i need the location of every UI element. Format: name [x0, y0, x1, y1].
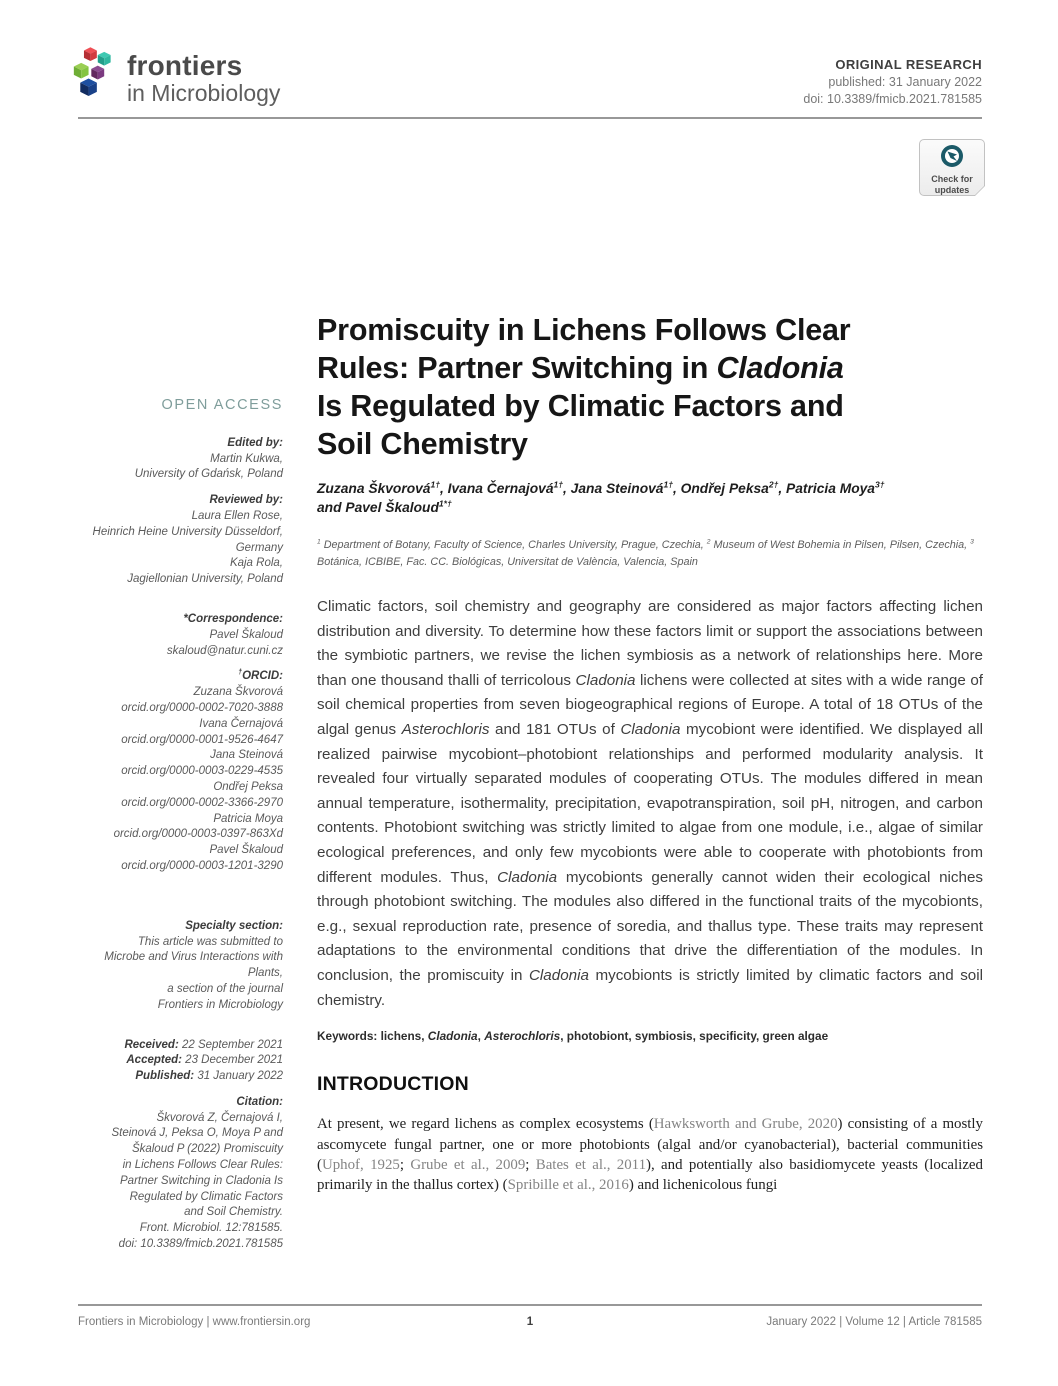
header-divider	[78, 117, 982, 119]
page-number: 1	[526, 1316, 534, 1328]
logo-journal-name: in Microbiology	[127, 80, 281, 106]
citation-section	[70, 1095, 283, 1253]
frontiers-cubes-icon	[72, 44, 118, 102]
doi-line[interactable]: doi: 10.3389/fmicb.2021.781585	[803, 92, 982, 106]
published-date-line: published: 31 January 2022	[828, 75, 982, 89]
header-meta	[803, 57, 982, 106]
footer-journal-url[interactable]: Frontiers in Microbiology | www.frontiersin.org	[78, 1316, 311, 1328]
article-type-label: ORIGINAL RESEARCH	[835, 57, 982, 72]
footer-divider	[78, 1304, 982, 1306]
edited-by-label: Edited by:	[227, 436, 283, 449]
received-row	[70, 1038, 283, 1054]
published-row	[70, 1069, 283, 1085]
specialty-label: Specialty section:	[185, 919, 283, 932]
specialty-value: This article was submitted to Microbe and Virus Interactions with Plants, a section of the journal Frontiers in Microbiology	[104, 935, 283, 1011]
specialty-section	[70, 919, 283, 1014]
affiliations: $^1$ Department of Botany, Faculty of Science, Charles University, Prague, Czechia, $^2$ Museum of West Bohemia in Pilsen, Pilsen, Czechia, $^3$ Botánica, ICBIBE, Fac. CC. Biológicas, Universitat de València, Valencia, Spain	[317, 538, 974, 568]
author-list: Zuzana Škvorová$^{1\dagger}$, Ivana Černajová$^{1\dagger}$, Jana Steinová$^{1\dagger}$, Ondřej Peksa$^{2\dagger}$, Patricia Moya$^{3\dagger}$ and Pavel Škaloud$^{1*\dagger}$	[317, 479, 885, 515]
reviewed-by-label: Reviewed by:	[209, 494, 283, 507]
correspondence-label: *Correspondence:	[183, 612, 283, 625]
accepted-value: 23 December 2021	[181, 1054, 283, 1067]
received-value: 22 September 2021	[178, 1038, 283, 1051]
keywords-line: Keywords: lichens, Cladonia, Asterochloris, photobiont, symbiosis, specificity, green algae	[317, 1029, 829, 1044]
correspondence-section	[70, 612, 283, 659]
edited-by-value: Martin Kukwa, University of Gdańsk, Poland	[134, 452, 283, 481]
logo-name: frontiers	[127, 50, 243, 81]
footer-issue-info: January 2022 | Volume 12 | Article 781585	[766, 1316, 982, 1328]
reviewed-by-section	[70, 493, 283, 588]
dates-section	[70, 1038, 283, 1085]
accepted-label: Accepted:	[126, 1054, 182, 1067]
open-access-label: OPEN ACCESS	[161, 397, 283, 413]
frontiers-logo	[72, 44, 280, 107]
reviewed-by-value: Laura Ellen Rose, Heinrich Heine University Düsseldorf, Germany Kaja Rola, Jagiellonian University, Poland	[92, 509, 283, 586]
introduction-paragraph: At present, we regard lichens as complex ecosystems (Hawksworth and Grube, 2020) consisting of a mostly ascomycete fungal partner, one or more photobionts (algal and/or cyanobacterial), bacterial communities (Uphof, 1925; Grube et al., 2009; Bates et al., 2011), and potentially also basidiomycete yeasts (localized primarily in the thallus cortex) (Spribille et al., 2016) and lichenicolous fungi	[317, 1116, 984, 1194]
article-title: Promiscuity in Lichens Follows Clear Rules: Partner Switching in Cladonia Is Regulated by Climatic Factors and Soil Chemistry	[317, 313, 851, 461]
citation-label: Citation:	[236, 1095, 283, 1108]
citation-value: Škvorová Z, Černajová I, Steinová J, Peksa O, Moya P and Škaloud P (2022) Promiscuity in Lichens Follows Clear Rules: Partner Switching in Cladonia Is Regulated by Climatic Factors and Soil Chemistry. Front. Microbiol. 12:781585. doi: 10.3389/fmicb.2021.781585	[111, 1111, 283, 1251]
page-footer	[78, 1316, 982, 1328]
article-main	[317, 311, 983, 1196]
published-value: 31 January 2022	[194, 1070, 283, 1083]
received-label: Received:	[124, 1038, 179, 1051]
check-for-updates-label: Check for updates	[931, 174, 973, 195]
article-sidebar	[70, 398, 283, 1263]
crossmark-icon	[940, 144, 964, 168]
accepted-row	[70, 1053, 283, 1069]
abstract-text: Climatic factors, soil chemistry and geography are considered as major factors affecting lichen distribution and diversity. To determine how these factors limit or support the associations between the symbiotic partners, we revise the lichen symbiosis as a network of relationships here. More than one thousand thalli of terricolous Cladonia lichens were collected at sites with a wide range of soil chemical properties from seven biogeographical regions of Europe. A total of 18 OTUs of the algal genus Asterochloris and 181 OTUs of Cladonia mycobiont were identified. We displayed all realized pairwise mycobiont–photobiont relationships and performed modularity analysis. It revealed four virtually separated modules of cooperating OTUs. The modules differed in mean annual temperature, isothermality, precipitation, evapotranspiration, soil pH, nitrogen, and carbon contents. Photobiont switching was strictly limited to algae from one module, i.e., algae of similar ecological preferences, and only few mycobionts were able to cooperate with photobionts from different modules. Thus, Cladonia mycobionts generally cannot widen their ecological niches through photobiont switching. The modules also differed in the functional traits of the mycobionts, e.g., sexual reproduction rate, presence of soredia, and thallus type. These traits may represent adaptations to the environmental conditions that drive the differentiation of the modules. In conclusion, the promiscuity in Cladonia mycobionts is strictly limited by climatic factors and soil chemistry.	[317, 598, 983, 1009]
orcid-list[interactable]: Zuzana Škvorová orcid.org/0000-0002-7020-3888 Ivana Černajová orcid.org/0000-0001-9526-4647 Jana Steinová orcid.org/0000-0003-0229-4535 Ondřej Peksa orcid.org/0000-0002-3366-2970 Patricia Moya orcid.org/0000-0003-0397-863Xd Pavel Škaloud orcid.org/0000-0003-1201-3290	[113, 686, 283, 872]
orcid-label: †ORCID:	[238, 668, 283, 683]
logo-wordmark	[127, 44, 280, 107]
published-label: Published:	[135, 1070, 195, 1083]
correspondence-value[interactable]: Pavel Škaloud skaloud@natur.cuni.cz	[166, 628, 283, 657]
edited-by-section	[70, 436, 283, 483]
orcid-section	[70, 669, 283, 874]
check-for-updates-badge[interactable]	[919, 139, 985, 196]
introduction-heading: INTRODUCTION	[317, 1073, 469, 1096]
